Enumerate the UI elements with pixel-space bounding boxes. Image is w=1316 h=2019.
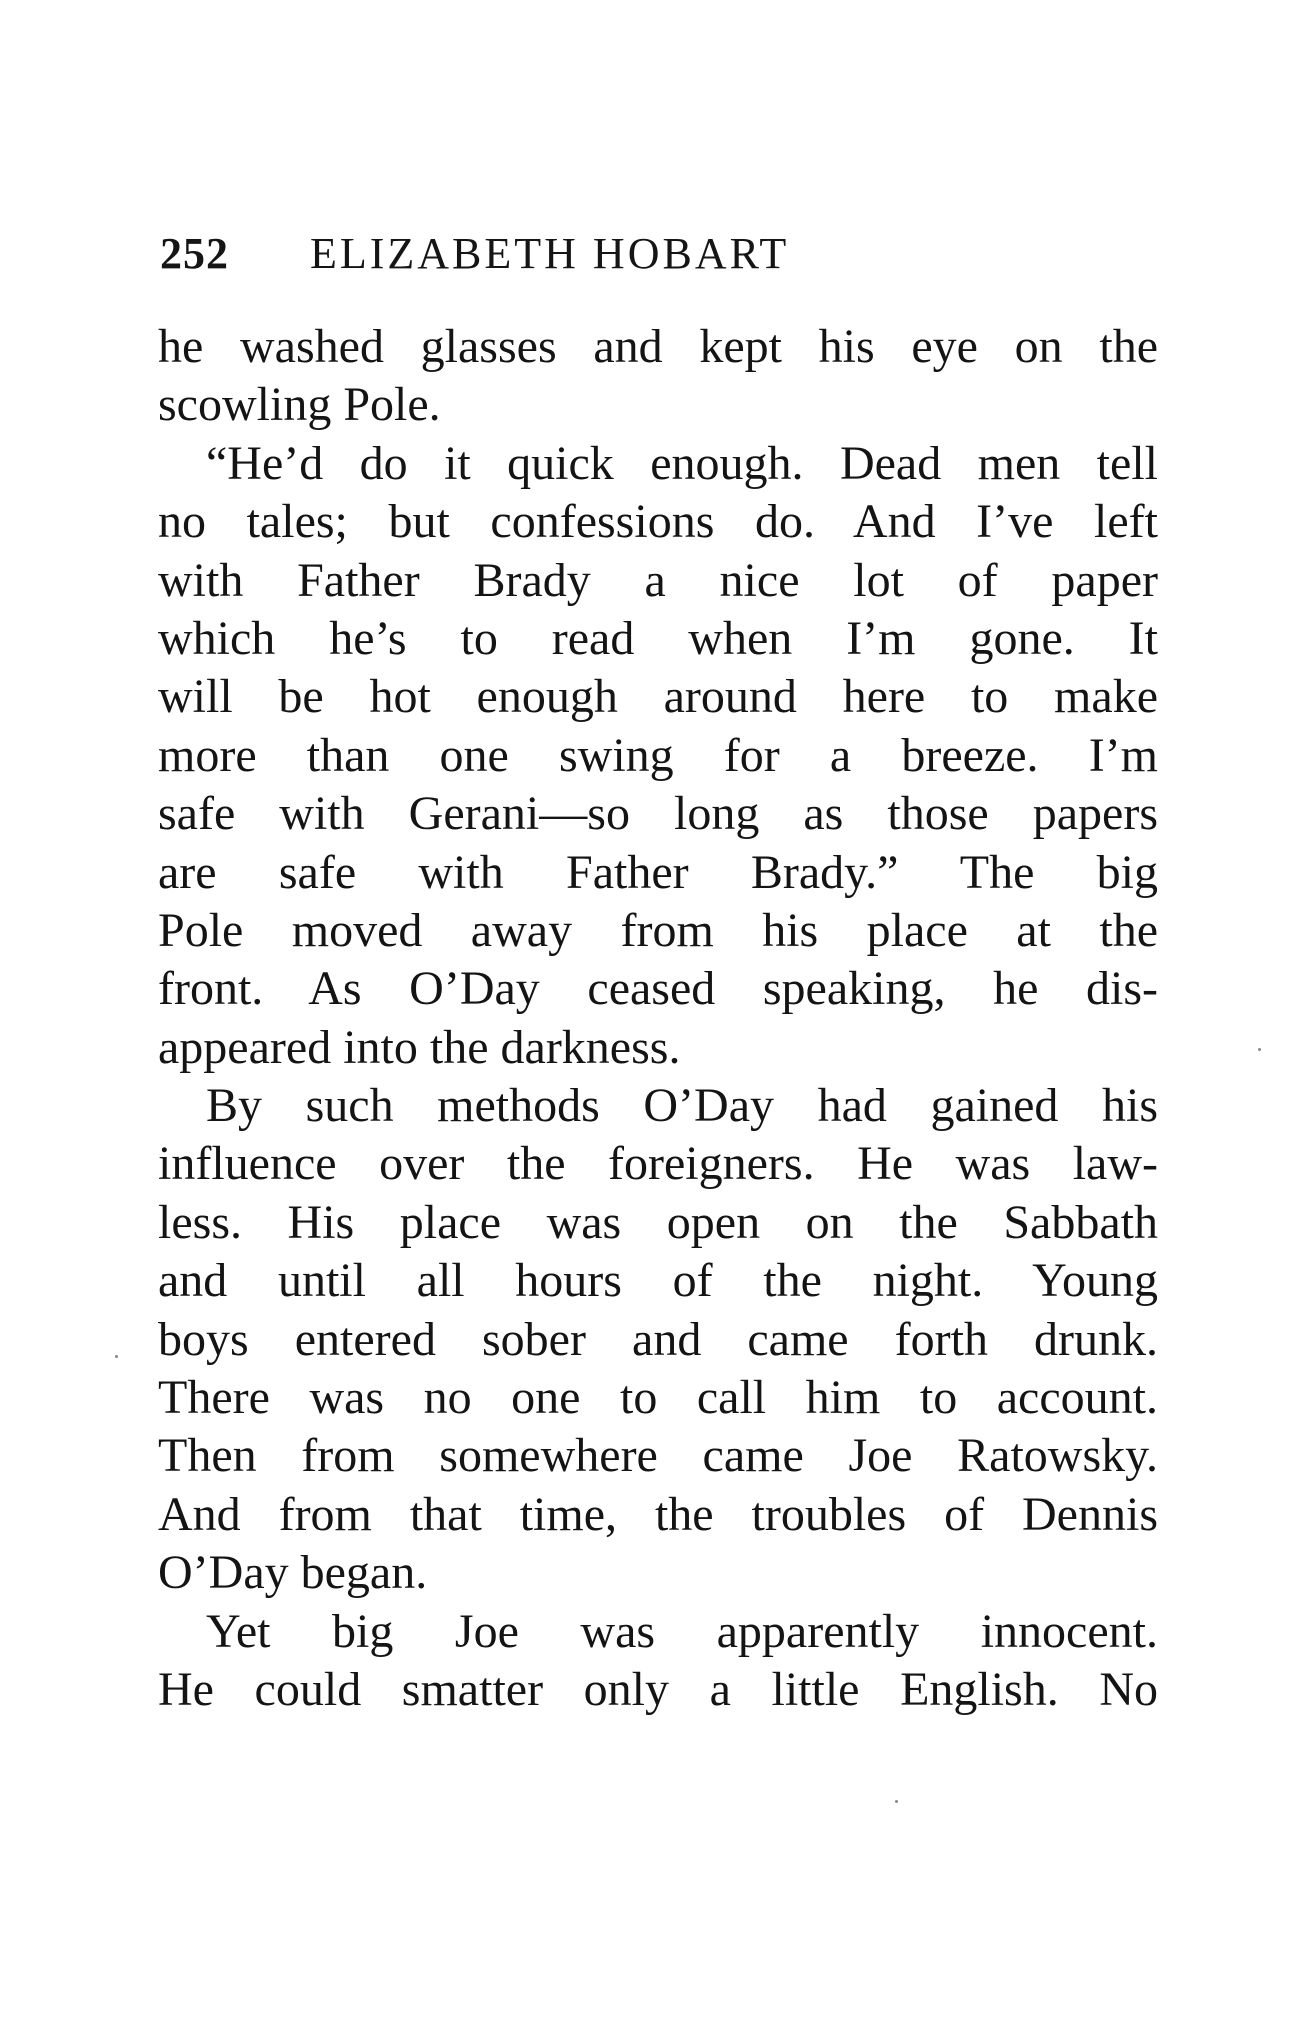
running-title: ELIZABETH HOBART xyxy=(310,229,790,278)
text-line: no tales; but confessions do. And I’ve left xyxy=(158,495,1158,549)
paper-speck xyxy=(1258,1048,1261,1051)
body-text xyxy=(158,318,1158,1719)
paper-speck xyxy=(115,1355,118,1358)
text-line: “He’d do it quick enough. Dead men tell xyxy=(206,436,1158,490)
text-line: are safe with Father Brady.” The big xyxy=(158,845,1158,899)
text-line: boys entered sober and came forth drunk. xyxy=(158,1312,1158,1366)
text-line: front. As O’Day ceased speaking, he dis- xyxy=(158,962,1158,1016)
page-number: 252 xyxy=(160,229,229,278)
text-line: which he’s to read when I’m gone. It xyxy=(158,611,1158,665)
text-line: more than one swing for a breeze. I’m xyxy=(158,728,1158,782)
text-line: There was no one to call him to account. xyxy=(158,1371,1158,1425)
text-line: safe with Gerani—so long as those papers xyxy=(158,787,1158,841)
text-line: will be hot enough around here to make xyxy=(158,670,1158,724)
text-line: He could smatter only a little English. No xyxy=(158,1662,1158,1716)
text-line: and until all hours of the night. Young xyxy=(158,1254,1158,1308)
text-line: By such methods O’Day had gained his xyxy=(206,1079,1158,1133)
text-line: appeared into the darkness. xyxy=(158,1020,681,1074)
text-line: with Father Brady a nice lot of paper xyxy=(158,553,1158,607)
text-line: influence over the foreigners. He was law- xyxy=(158,1137,1158,1191)
running-head xyxy=(160,228,1160,288)
text-line: Yet big Joe was apparently innocent. xyxy=(206,1604,1158,1658)
text-line: less. His place was open on the Sabbath xyxy=(158,1195,1158,1249)
text-line: Pole moved away from his place at the xyxy=(158,903,1158,957)
text-line: he washed glasses and kept his eye on the xyxy=(158,320,1158,373)
text-line: And from that time, the troubles of Dennis xyxy=(158,1487,1158,1541)
paper-speck xyxy=(895,1800,898,1803)
text-line: scowling Pole. xyxy=(158,378,441,432)
text-line: Then from somewhere came Joe Ratowsky. xyxy=(158,1429,1158,1483)
text-line: O’Day began. xyxy=(158,1546,428,1600)
